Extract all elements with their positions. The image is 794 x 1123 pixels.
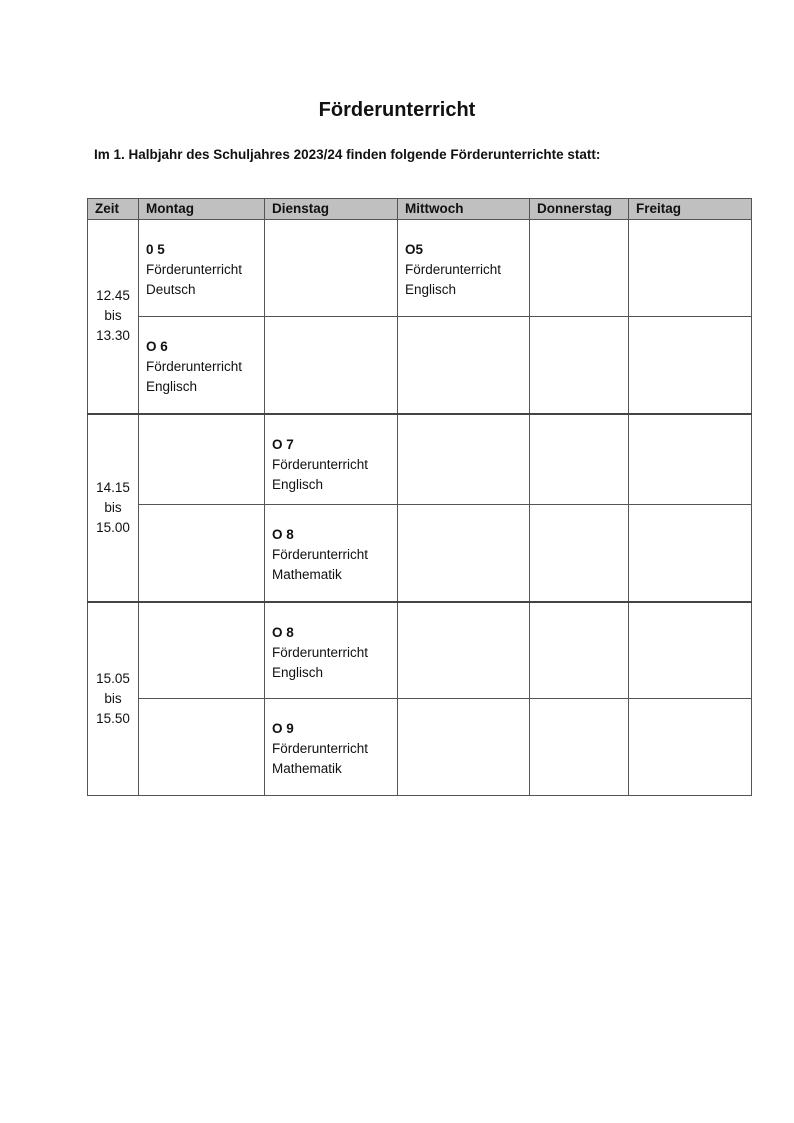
time-end: 15.50	[96, 710, 130, 726]
lesson-subject: Deutsch	[146, 282, 196, 297]
cell-dienstag	[265, 505, 398, 602]
cell-mittwoch	[398, 699, 530, 796]
lesson-type: Förderunterricht	[405, 262, 502, 277]
lesson-subject: Englisch	[405, 282, 457, 297]
header-freitag: Freitag	[629, 199, 752, 220]
lesson-group: O 8	[272, 527, 294, 542]
time-cell	[88, 414, 139, 602]
lesson-group: O 6	[146, 339, 168, 354]
time-separator: bis	[104, 690, 122, 706]
time-start: 14.15	[96, 479, 130, 495]
cell-donnerstag	[530, 699, 629, 796]
lesson-entry	[272, 699, 397, 779]
page-title: Förderunterricht	[318, 99, 476, 121]
lesson-type: Förderunterricht	[272, 547, 369, 562]
cell-freitag	[629, 699, 752, 796]
lesson-group: 0 5	[146, 242, 165, 257]
cell-donnerstag	[530, 317, 629, 414]
time-end: 13.30	[96, 328, 130, 344]
cell-mittwoch	[398, 414, 530, 505]
lesson-entry	[272, 505, 397, 585]
header-dienstag: Dienstag	[265, 199, 398, 220]
cell-dienstag	[265, 602, 398, 699]
lesson-group: O5	[405, 242, 424, 257]
lesson-group: O 8	[272, 624, 294, 640]
lesson-type: Förderunterricht	[146, 262, 243, 277]
cell-montag	[139, 317, 265, 414]
lesson-entry	[272, 603, 397, 683]
lesson-type: Förderunterricht	[272, 644, 369, 660]
time-cell	[88, 220, 139, 414]
cell-donnerstag	[530, 414, 629, 505]
lesson-subject: Englisch	[272, 664, 324, 680]
lesson-entry	[146, 317, 264, 397]
intro-text: Im 1. Halbjahr des Schuljahres 2023/24 finden folgende Förderunterrichte statt:	[94, 147, 601, 162]
table-row	[88, 602, 752, 699]
lesson-subject: Mathematik	[272, 761, 342, 776]
table-row	[88, 220, 752, 317]
cell-freitag	[629, 414, 752, 505]
lesson-entry	[146, 220, 264, 300]
cell-freitag	[629, 505, 752, 602]
cell-mittwoch	[398, 602, 530, 699]
lesson-type: Förderunterricht	[272, 456, 369, 472]
schedule-table	[87, 198, 752, 796]
cell-mittwoch	[398, 505, 530, 602]
cell-montag	[139, 699, 265, 796]
cell-dienstag	[265, 220, 398, 317]
table-row	[88, 699, 752, 796]
cell-donnerstag	[530, 602, 629, 699]
time-start: 15.05	[96, 670, 130, 686]
cell-freitag	[629, 317, 752, 414]
header-montag: Montag	[139, 199, 265, 220]
time-separator: bis	[104, 499, 122, 515]
lesson-subject: Mathematik	[272, 567, 342, 582]
cell-montag	[139, 220, 265, 317]
time-end: 15.00	[96, 519, 130, 535]
table-row	[88, 317, 752, 414]
cell-dienstag	[265, 317, 398, 414]
cell-montag	[139, 505, 265, 602]
table-row	[88, 505, 752, 602]
header-row	[88, 199, 752, 220]
lesson-group: O 7	[272, 436, 294, 452]
cell-donnerstag	[530, 220, 629, 317]
cell-freitag	[629, 602, 752, 699]
lesson-group: O 9	[272, 721, 294, 736]
lesson-subject: Englisch	[146, 379, 198, 394]
cell-montag	[139, 602, 265, 699]
cell-donnerstag	[530, 505, 629, 602]
cell-mittwoch	[398, 317, 530, 414]
table-row	[88, 414, 752, 505]
lesson-subject: Englisch	[272, 476, 324, 492]
lesson-entry	[405, 220, 529, 300]
lesson-entry	[272, 415, 397, 495]
time-separator: bis	[104, 308, 122, 324]
time-start: 12.45	[96, 288, 130, 304]
cell-dienstag	[265, 414, 398, 505]
header-donnerstag: Donnerstag	[530, 199, 629, 220]
time-cell	[88, 602, 139, 796]
cell-mittwoch	[398, 220, 530, 317]
lesson-type: Förderunterricht	[146, 359, 243, 374]
lesson-type: Förderunterricht	[272, 741, 369, 756]
cell-freitag	[629, 220, 752, 317]
header-mittwoch: Mittwoch	[398, 199, 530, 220]
cell-montag	[139, 414, 265, 505]
cell-dienstag	[265, 699, 398, 796]
header-zeit: Zeit	[88, 199, 139, 220]
